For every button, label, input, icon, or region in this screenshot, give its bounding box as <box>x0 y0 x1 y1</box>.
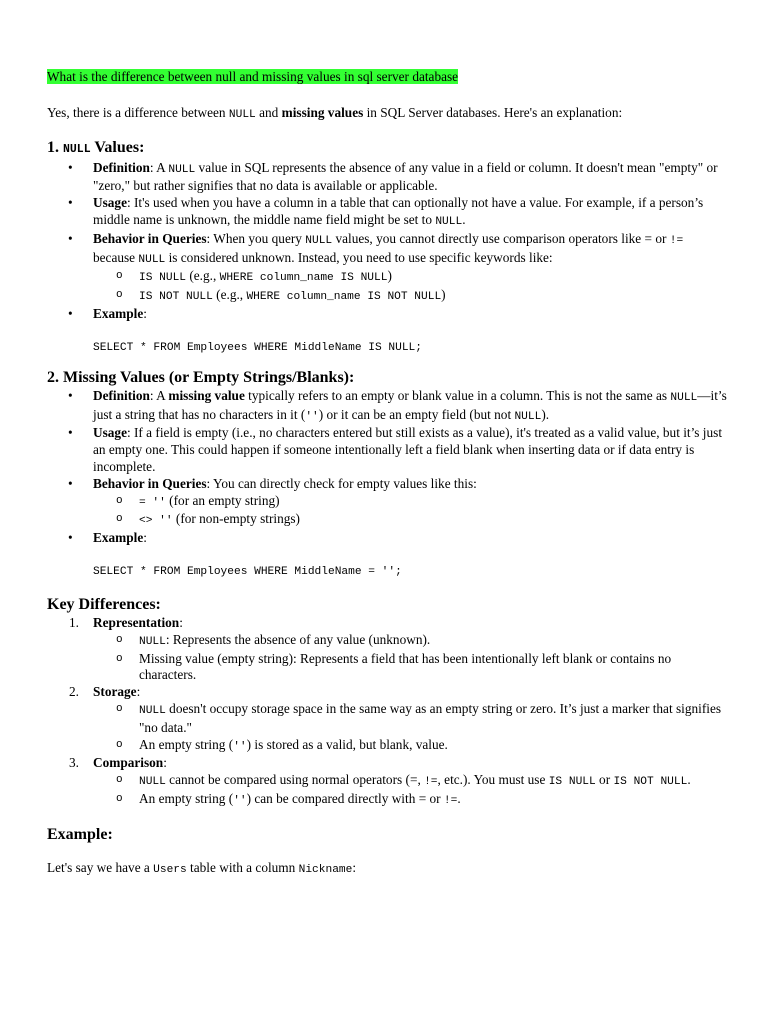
intro-paragraph <box>47 105 728 124</box>
question-highlight: What is the difference between null and missing values in sql server database <box>47 69 459 84</box>
sub-list <box>93 701 728 755</box>
inline-code: IS NULL <box>548 776 596 789</box>
item-number: 2. <box>69 684 79 700</box>
item-number: 1. <box>69 614 79 630</box>
body-text: . <box>687 772 691 788</box>
example-paragraph <box>47 860 728 879</box>
body-text: (e.g., <box>212 287 247 303</box>
null-values-list <box>47 160 728 323</box>
body-text: ) can be compared directly with <box>246 790 419 806</box>
inline-code: NULL <box>139 776 166 789</box>
body-text: An empty string ( <box>139 736 234 752</box>
inline-code: WHERE column_name IS NULL <box>219 272 388 285</box>
bold-text: missing value <box>168 387 245 403</box>
body-text: : A <box>149 387 169 403</box>
body-text: or <box>595 772 614 788</box>
code-block-null-example: SELECT * FROM Employees WHERE MiddleName IS NULL; <box>93 341 422 354</box>
body-text: : If a field is empty (i.e., no characters entered but still exists as a value), it's treated as a valid value, but it’s just an empty one. This could happen if someone intentionally left a field blank when inserting data or if data entry is incomplete. <box>93 425 723 474</box>
term-label: Behavior in Queries <box>93 230 207 246</box>
question-line <box>47 69 728 86</box>
body-text: (for non-empty strings) <box>172 511 300 527</box>
body-text: : <box>352 859 357 875</box>
section-heading-example: Example: <box>47 825 113 843</box>
inline-code: Nickname <box>298 863 353 876</box>
body-text: Let's say we have a <box>47 859 154 875</box>
inline-code: '' <box>233 794 247 807</box>
sub-list-item <box>93 493 728 512</box>
term-label: Usage <box>93 425 127 441</box>
inline-code: IS NULL <box>139 272 186 285</box>
key-differences-list <box>47 615 728 810</box>
sub-list <box>93 268 728 306</box>
body-text: , etc.). You must use <box>437 772 549 788</box>
term-label: Example <box>93 530 144 546</box>
section-heading-missing-values: 2. Missing Values (or Empty Strings/Blanks): <box>47 368 355 386</box>
inline-code: NULL <box>138 253 166 266</box>
sub-list-item <box>93 701 728 737</box>
inline-code: NULL <box>670 391 698 404</box>
body-text: = <box>409 772 418 788</box>
term-label: Storage <box>93 684 137 700</box>
intro-text: Yes, there is a difference between <box>47 104 229 120</box>
code-block-missing-example: SELECT * FROM Employees WHERE MiddleName = ''; <box>93 565 402 578</box>
body-text: : Represents the absence of any value (unknown). <box>165 631 431 647</box>
list-item <box>47 160 728 196</box>
body-text: : A <box>149 159 169 175</box>
term-label: Representation <box>93 614 180 630</box>
inline-code: NULL <box>435 215 463 228</box>
list-item <box>47 195 728 231</box>
inline-code: NULL <box>514 410 542 423</box>
inline-code: NULL <box>63 142 91 156</box>
inline-code: = '' <box>139 496 166 509</box>
body-text: : When you query <box>206 230 306 246</box>
inline-code: NULL <box>168 163 196 176</box>
term-label: Behavior in Queries <box>93 475 207 491</box>
body-text: is considered unknown. Instead, you need to use specific keywords like: <box>165 249 553 265</box>
term-label: Usage <box>93 195 127 211</box>
numbered-item-storage <box>47 684 728 755</box>
section-heading-null-values <box>47 138 728 160</box>
inline-code: NULL <box>139 635 166 648</box>
body-text: . <box>457 790 461 806</box>
body-text: values, you cannot directly use comparison operators like <box>332 230 645 246</box>
intro-bold: missing values <box>281 104 364 120</box>
body-text: : <box>163 755 167 771</box>
body-text: because <box>93 249 139 265</box>
heading-number: 1. <box>47 138 63 156</box>
list-item <box>47 476 728 530</box>
body-text: ) <box>441 287 446 303</box>
sub-list-item <box>93 651 728 685</box>
body-text: cannot be compared using normal operators ( <box>165 772 410 788</box>
body-text: = <box>418 790 427 806</box>
body-text: ). <box>541 406 550 422</box>
inline-code: WHERE column_name IS NOT NULL <box>246 291 442 304</box>
inline-code: IS NOT NULL <box>139 291 213 304</box>
inline-code: NULL <box>139 704 166 717</box>
inline-code: '' <box>305 410 319 423</box>
body-text: : You can directly check for empty values like this: <box>206 475 477 491</box>
sub-list-item <box>93 791 728 810</box>
numbered-item-representation <box>47 615 728 684</box>
inline-code: != <box>443 794 458 807</box>
inline-code: <> '' <box>139 515 173 528</box>
section-heading-key-differences: Key Differences: <box>47 595 161 613</box>
intro-text: and <box>255 104 282 120</box>
body-text: ) is stored as a valid, but blank, value. <box>246 736 448 752</box>
body-text: : <box>136 684 141 700</box>
body-text: : <box>143 305 147 321</box>
body-text: . <box>462 211 466 227</box>
body-text: : It's used when you have a column in a table that can optionally not have a value. For example, if a person’s middle name is unknown, the middle name field might be set to <box>93 195 704 227</box>
sub-list <box>93 772 728 810</box>
heading-text: Values: <box>90 138 145 156</box>
sub-list-item <box>93 268 728 287</box>
body-text: ) or it can be an empty field (but not <box>318 406 515 422</box>
body-text: , <box>417 772 425 788</box>
inline-code: Users <box>153 863 187 876</box>
body-text: typically refers to an empty or blank value in a column. This is not the same as <box>244 387 671 403</box>
list-item <box>47 388 728 426</box>
list-item <box>47 530 728 547</box>
body-text: ) <box>387 268 392 284</box>
body-text: or <box>426 790 444 806</box>
body-text: = <box>644 230 653 246</box>
term-label: Example <box>93 305 144 321</box>
inline-code: '' <box>233 740 247 753</box>
inline-code: IS NOT NULL <box>613 776 688 789</box>
inline-code: != <box>424 776 438 789</box>
list-item <box>47 425 728 475</box>
body-text: —it’s just a string that has no characters in it ( <box>93 387 727 422</box>
missing-values-list <box>47 388 728 547</box>
body-text: An empty string ( <box>139 790 234 806</box>
inline-code: NULL <box>228 108 256 121</box>
body-text: doesn't occupy storage space in the same way as an empty string or zero. It’s just a marker that signifies "no data." <box>139 700 722 735</box>
body-text: : <box>143 530 147 546</box>
sub-list-item <box>93 287 728 306</box>
body-text: : <box>179 614 183 630</box>
sub-list-item <box>93 511 728 530</box>
body-text: table with a column <box>186 859 299 875</box>
sub-list-item <box>93 632 728 651</box>
numbered-item-comparison <box>47 755 728 809</box>
sub-list-item <box>93 772 728 791</box>
inline-code: NULL <box>305 234 333 247</box>
body-text: (for an empty string) <box>165 492 280 508</box>
term-label: Comparison <box>93 755 164 771</box>
body-text: Missing value (empty string): Represents a field that has been intentionally left blank or contains no characters. <box>139 650 672 683</box>
item-number: 3. <box>69 755 79 771</box>
body-text: or <box>652 230 670 246</box>
term-label: Definition <box>93 159 150 175</box>
body-text: (e.g., <box>186 268 220 284</box>
list-item <box>47 231 728 306</box>
inline-code: != <box>669 234 684 247</box>
sub-list-item <box>93 737 728 756</box>
body-text: value in SQL represents the absence of any value in a field or column. It doesn't mean "empty" or "zero," but rather signifies that no data is available or applicable. <box>93 159 718 194</box>
sub-list <box>93 493 728 531</box>
list-item <box>47 306 728 323</box>
term-label: Definition <box>93 387 150 403</box>
sub-list <box>93 632 728 684</box>
intro-text: in SQL Server databases. Here's an explanation: <box>363 104 623 120</box>
